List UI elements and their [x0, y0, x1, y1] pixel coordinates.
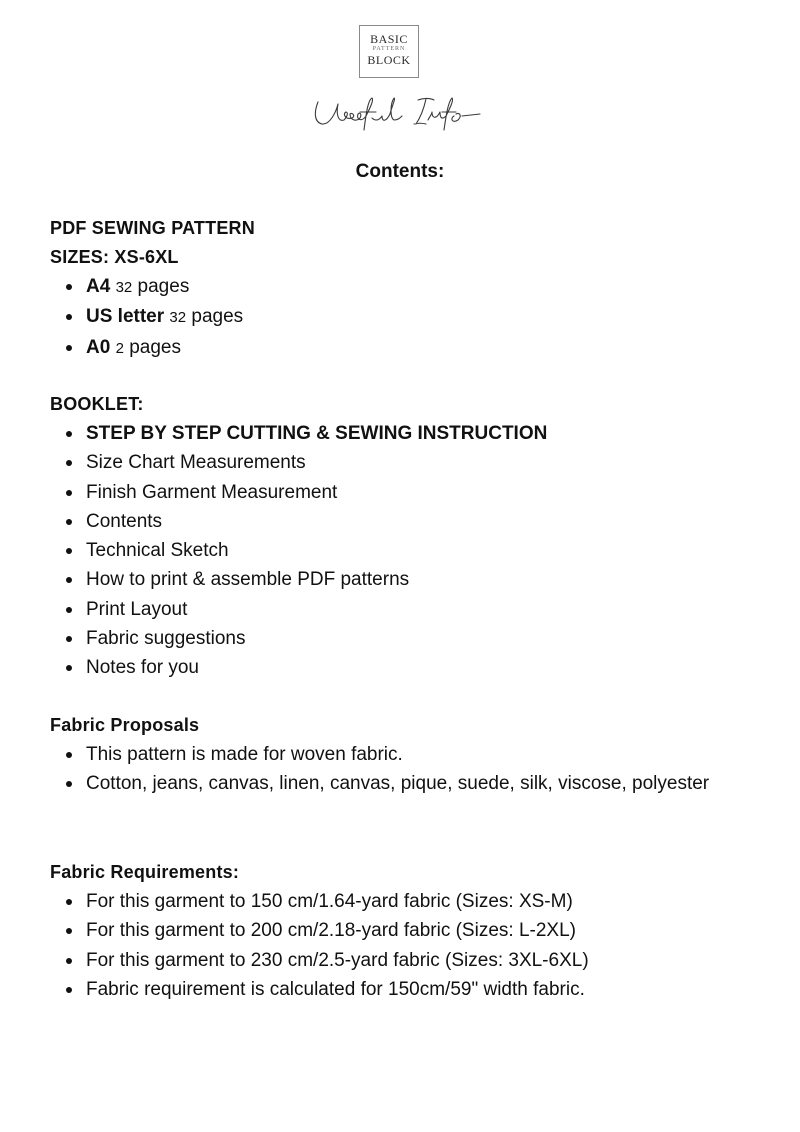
list-item: Print Layout: [50, 595, 740, 624]
list-item: [50, 302, 740, 332]
list-item: Finish Garment Measurement: [50, 478, 740, 507]
list-item: For this garment to 200 cm/2.18-yard fabric (Sizes: L-2XL): [50, 916, 740, 945]
brand-logo: [359, 25, 419, 78]
list-item: Fabric suggestions: [50, 624, 740, 653]
booklet-heading: BOOKLET:: [50, 394, 144, 414]
list-item: [50, 333, 740, 363]
list-item: How to print & assemble PDF patterns: [50, 565, 740, 594]
fabric-proposals-section: [50, 711, 740, 799]
page-unit: pages: [129, 336, 181, 358]
list-item: Cotton, jeans, canvas, linen, canvas, pique, suede, silk, viscose, polyester: [50, 769, 740, 798]
page-unit: pages: [137, 276, 190, 297]
logo-line-1: BASIC: [370, 32, 408, 46]
logo-line-3: BLOCK: [367, 53, 411, 67]
useful-info-script-title: [300, 90, 500, 140]
list-item: Size Chart Measurements: [50, 448, 740, 477]
list-item: This pattern is made for woven fabric.: [50, 740, 740, 769]
sizes-heading: SIZES: XS-6XL: [50, 247, 179, 267]
list-item: Contents: [50, 507, 740, 536]
list-item: Technical Sketch: [50, 536, 740, 565]
list-item: For this garment to 230 cm/2.5-yard fabric (Sizes: 3XL-6XL): [50, 946, 740, 975]
pattern-section: [50, 214, 740, 363]
format-label: A4: [86, 276, 111, 297]
contents-title: Contents:: [355, 161, 445, 182]
fabric-proposals-heading: Fabric Proposals: [50, 715, 200, 735]
page-unit: pages: [191, 306, 244, 328]
fabric-requirements-section: [50, 858, 740, 1004]
list-item: For this garment to 150 cm/1.64-yard fabric (Sizes: XS-M): [50, 887, 740, 916]
fabric-requirements-list: [50, 887, 740, 1004]
page-count: 2: [115, 339, 124, 357]
list-item: STEP BY STEP CUTTING & SEWING INSTRUCTION: [50, 419, 740, 448]
list-item: Notes for you: [50, 653, 740, 682]
booklet-section: [50, 390, 740, 683]
logo-line-2: PATTERN: [372, 46, 406, 52]
pattern-heading: PDF SEWING PATTERN: [50, 218, 255, 238]
format-label: A0: [86, 336, 111, 358]
format-label: US letter: [86, 306, 165, 328]
fabric-requirements-heading: Fabric Requirements:: [50, 862, 240, 882]
booklet-list: [50, 419, 740, 683]
list-item: Fabric requirement is calculated for 150cm/59" width fabric.: [50, 975, 740, 1004]
fabric-proposals-list: [50, 740, 740, 799]
list-item: [50, 272, 740, 302]
pattern-format-list: [50, 272, 740, 363]
page-count: 32: [169, 309, 187, 327]
page-count: 32: [115, 279, 133, 296]
